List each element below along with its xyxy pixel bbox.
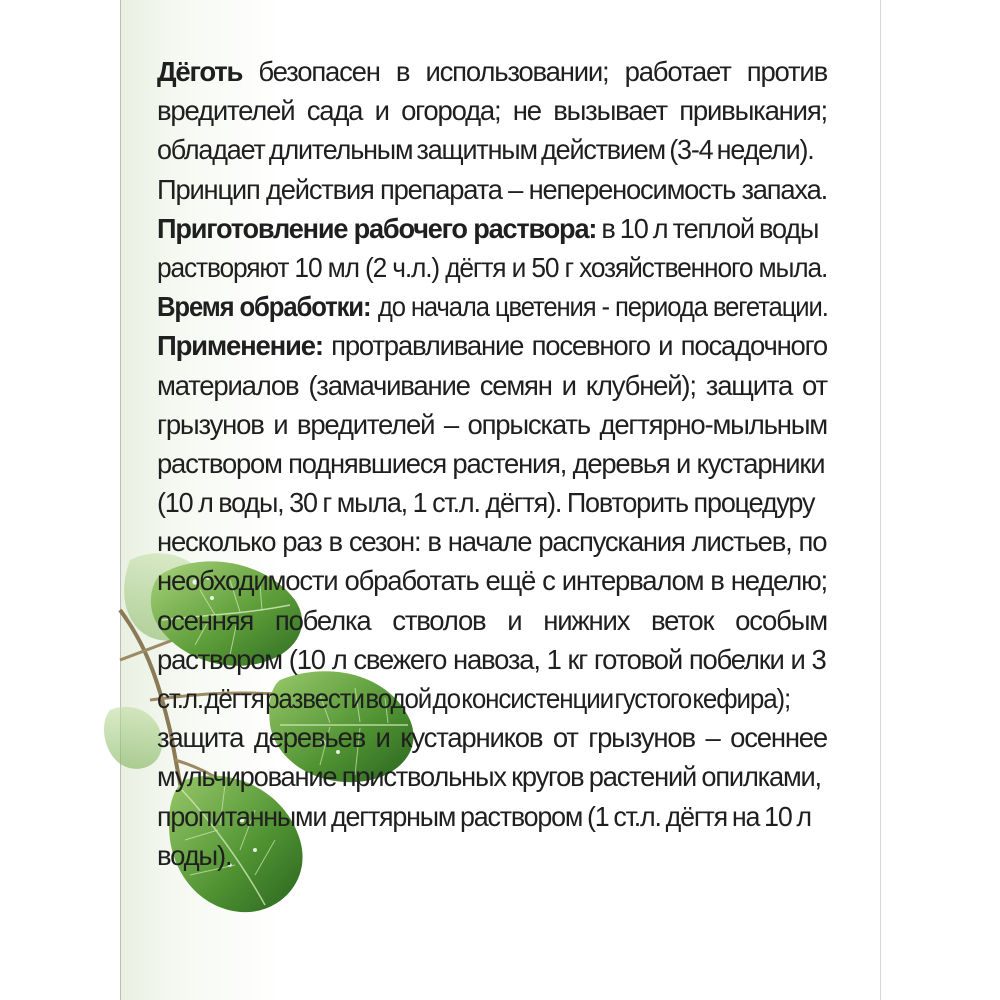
text-word: защита [157,722,244,754]
text-word: поднявшиеся [288,447,446,479]
text-word: протравливание [331,330,524,362]
text-word: в [395,56,410,87]
text-word: мульчирование [157,761,337,793]
text-word: неделю; [730,565,827,597]
text-word: 3 [811,643,826,675]
text-line [157,405,827,444]
text-word: с [542,565,555,597]
text-word: водой [365,683,432,714]
text-line [157,561,827,600]
text-word: вызывает [553,95,667,127]
text-line [157,326,827,365]
text-word: обладает [157,134,265,166]
bold-term: Применение: [157,330,323,362]
bold-term: Время обработки: [157,291,371,323]
text-line [157,836,827,875]
text-line [157,797,811,836]
text-word: теплой [672,212,754,244]
text-word: опилками, [701,761,821,793]
text-word: начале [447,526,532,558]
text-word: (замачивание [308,369,470,401]
text-word: дёгтя [204,683,264,714]
text-word: л [652,212,668,244]
text-word: действием [541,134,665,166]
text-word: осеннее [730,722,827,754]
text-word: пропитанными [157,800,327,832]
text-word: и [675,447,691,479]
text-word: от [552,722,578,754]
text-word: в [710,565,724,597]
text-word: воды [759,212,819,244]
text-word: безопасен [258,56,380,87]
text-line [157,366,827,405]
text-word: веток [651,604,714,636]
text-word: защитным [416,134,537,166]
text-word: кефира); [692,683,791,714]
text-word: 10 [619,212,648,244]
text-line [157,601,827,640]
text-word: листьев, [691,526,792,558]
text-word: опрыскать [467,408,590,440]
text-line [157,287,828,326]
text-word: обработать [344,565,479,597]
text-word: дегтярно-мыльным [599,408,827,440]
text-word: (10 [288,643,325,675]
text-word: растений [588,761,697,793]
text-word: не [512,95,541,127]
text-word: л [198,487,213,519]
text-word: длительным [268,134,413,166]
text-word: приствольных [341,761,506,793]
text-line [157,209,818,248]
text-word: готовой [593,643,683,675]
text-word: и [658,330,673,362]
text-word: в [427,526,441,558]
text-word: нижних [543,604,630,636]
text-word: Повторить [566,487,688,519]
text-word: развести [265,683,364,714]
text-word: сада [306,95,363,127]
text-word: (1 [587,800,609,832]
text-word: дегтярным [330,800,456,832]
text-word: 30 [289,487,317,519]
text-word: на [731,800,760,832]
text-word: использовании; [425,56,609,87]
text-word: л [331,643,347,675]
text-word: вредителей [157,95,295,127]
text-word: свежего [353,643,447,675]
text-word: стволов [392,604,486,636]
text-word: консистенции [461,683,613,714]
text-word: 1 [412,487,427,519]
text-word: (10 [157,487,193,519]
text-word: ещё [485,565,536,597]
text-line [157,640,826,679]
text-word: деревьев [253,722,365,754]
text-word: распускания [538,526,685,558]
text-word: воды, [218,487,284,519]
text-line [157,248,828,287]
text-word: и [507,604,522,636]
text-word: необходимости [157,565,338,597]
text-word: (3-4 [669,134,713,166]
text-word: – [443,408,458,440]
text-line [157,483,814,522]
text-word: недели). [716,134,814,166]
text-word: деревья [572,447,670,479]
text-word: ст.л. [613,800,661,832]
text-word: кустарников [400,722,543,754]
text-word: 1 [546,643,561,675]
text-word: раствором [157,643,282,675]
text-word: навоза, [453,643,540,675]
text-word: посадочного [680,330,827,362]
text-word: г [322,487,332,519]
text-word: от [802,369,827,401]
text-word: до [432,683,460,714]
text-word: ст.л. [432,487,480,519]
text-word: ст.л. [157,683,203,714]
text-word: и [273,408,288,440]
text-word: л [796,800,811,832]
text-word: до начала цветения - периода вегетации. [377,291,828,323]
text-word: и [375,722,390,754]
text-word: – [705,722,720,754]
text-word: в [328,526,342,558]
text-word: и [374,95,389,127]
text-line [157,130,814,169]
instruction-text [157,52,827,875]
text-word: раствором [459,800,583,832]
text-word: особым [735,604,827,636]
text-word: защита [705,369,793,401]
text-word: вредителей [296,408,435,440]
text-line [157,718,827,757]
text-line [157,52,827,91]
text-word: осенняя [157,604,254,636]
text-line [157,444,824,483]
text-word: растения, [452,447,567,479]
text-word: несколько [157,526,276,558]
text-word: против [746,56,827,87]
text-word: кг [567,643,588,675]
text-word: процедуру [693,487,815,519]
text-word: мыла, [336,487,408,519]
text-word: клубней); [585,369,696,401]
text-word: работает [624,56,731,87]
text-word: и [561,369,576,401]
text-line [157,522,826,561]
text-word: дёгтя [665,800,727,832]
bold-term: Дёготь [157,56,243,87]
text-word: в [601,212,615,244]
text-word: грызунов [157,408,264,440]
text-word: грызунов [588,722,695,754]
text-word: раствором [157,447,282,479]
text-line [157,170,827,209]
bold-term: Приготовление рабочего раствора: [157,212,597,244]
text-word: сезон: [348,526,421,558]
text-word: привыкания; [679,95,827,127]
text-line [157,91,827,130]
text-word: раз [282,526,322,558]
text-word: побелка [274,604,371,636]
text-line [157,757,821,796]
text-word: дёгтя). [485,487,562,519]
text-word: кругов [511,761,584,793]
text-word: посевного [531,330,650,362]
text-line [157,679,790,718]
page-right-edge [880,0,881,1000]
leaf [104,707,162,769]
text-word: по [798,526,827,558]
text-word: воды). [157,839,232,871]
text-word: растворяют 10 мл (2 ч.л.) дёгтя и 50 г хозяйственного мыла. [157,251,828,283]
text-word: семян [479,369,552,401]
text-word: материалов [157,369,299,401]
text-word: огорода; [401,95,501,127]
text-word: Принцип действия препарата – непереносимость запаха. [157,173,827,205]
text-word: побелки [688,643,784,675]
text-word: 10 [764,800,792,832]
text-word: кустарники [696,447,825,479]
text-word: и [790,643,805,675]
text-word: густого [614,683,692,714]
text-word: интервалом [561,565,704,597]
